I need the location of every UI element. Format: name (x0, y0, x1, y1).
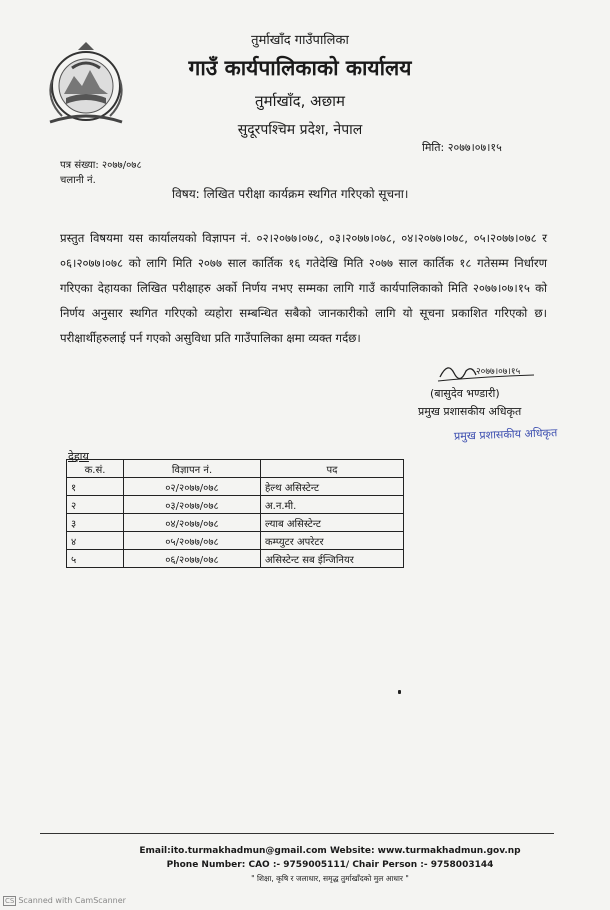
signature-date: २०७७।०७।१५ (476, 367, 521, 377)
dispatch-number: चलानी नं. (60, 175, 96, 186)
column-header-post: पद (261, 460, 404, 478)
signature-scrawl-icon (436, 357, 540, 387)
vacancy-cell: ०६/२०७७/०७८ (124, 550, 261, 568)
scanner-watermark-text: Scanned with CamScanner (18, 896, 126, 905)
municipality-name: तुर्माखाँद गाउँपालिका (251, 33, 349, 48)
post-cell: कम्प्युटर अपरेटर (261, 532, 404, 550)
column-header-serial: क.सं. (67, 460, 124, 478)
posts-table (66, 459, 404, 568)
annex-title: देहाय (68, 450, 89, 463)
vacancy-cell: ०२/२०७७/०७८ (124, 478, 261, 496)
government-emblem-icon (42, 40, 130, 128)
serial-cell: १ (67, 478, 124, 496)
footer-motto: " शिक्षा, कृषि र जलाधार, समृद्ध तुर्माखाँदको मुल आधार " (251, 874, 409, 883)
serial-cell: ५ (67, 550, 124, 568)
signatory-title: प्रमुख प्रशासकीय अधिकृत (418, 405, 522, 418)
table-header-row (67, 460, 404, 478)
office-location: तुर्माखाँद, अछाम (255, 92, 345, 110)
post-cell: ल्याब असिस्टेन्ट (261, 514, 404, 532)
post-cell: अ.न.मी. (261, 496, 404, 514)
province-name: सुदूरपश्चिम प्रदेश, नेपाल (237, 122, 363, 138)
table-row (67, 478, 404, 496)
post-cell: हेल्थ असिस्टेन्ट (261, 478, 404, 496)
footer-divider (40, 833, 554, 834)
camscanner-logo-icon: CS (5, 897, 15, 905)
post-cell: असिस्टेन्ट सब ईन्जिनियर (261, 550, 404, 568)
vacancy-cell: ०४/२०७७/०७८ (124, 514, 261, 532)
notice-body: प्रस्तुत विषयमा यस कार्यालयको विज्ञापन नं. ०२।२०७७।०७८, ०३।२०७७।०७८, ०४।२०७७।०७८, ०५।२०७७।०७८ र ०६।२०७७।०७८ को लागि मिति २०७७ साल कार्तिक १६ गतेदेखि मिति २०७७ साल कार्तिक १८ गतेसम्म निर्धारण गरिएका देहायका लिखित परीक्षाहरु अर्को निर्णय नभए सम्मका लागि गाउँ कार्यपालिकाको मिति २०७७।०७।१५ को निर्णय अनुसार स्थगित गरिएको व्यहोरा सम्बन्धित सबैको जानकारीको लागि यो सूचना प्रकाशित गरिएको छ। परीक्षार्थीहरुलाई पर्न गएको असुविधा प्रति गाउँपालिका क्षमा व्यक्त गर्दछ। (60, 231, 547, 345)
table-row (67, 532, 404, 550)
footer-contact: Email:ito.turmakhadmun@gmail.com Website: www.turmakhadmun.gov.np (139, 846, 521, 856)
footer-phones: Phone Number: CAO :- 9759005111/ Chair Person :- 9758003144 (166, 860, 494, 870)
official-stamp: प्रमुख प्रशासकीय अधिकृत (453, 426, 558, 443)
table-row (67, 514, 404, 532)
letter-number: पत्र संख्या: २०७७/०७८ (60, 160, 142, 171)
serial-cell: ३ (67, 514, 124, 532)
signatory-name: (बासुदेव भण्डारी) (430, 387, 500, 400)
vacancy-cell: ०३/२०७७/०७८ (124, 496, 261, 514)
scan-speck (398, 690, 401, 694)
vacancy-cell: ०५/२०७७/०७८ (124, 532, 261, 550)
serial-cell: २ (67, 496, 124, 514)
table-row (67, 496, 404, 514)
letter-subject: विषय: लिखित परीक्षा कार्यक्रम स्थगित गरिएको सूचना। (172, 187, 409, 201)
serial-cell: ४ (67, 532, 124, 550)
table-row (67, 550, 404, 568)
office-name: गाउँ कार्यपालिकाको कार्यालय (188, 56, 412, 80)
letter-date: मिति: २०७७।०७।१५ (422, 141, 502, 154)
scanner-watermark (3, 896, 126, 905)
column-header-vacancy: विज्ञापन नं. (124, 460, 261, 478)
